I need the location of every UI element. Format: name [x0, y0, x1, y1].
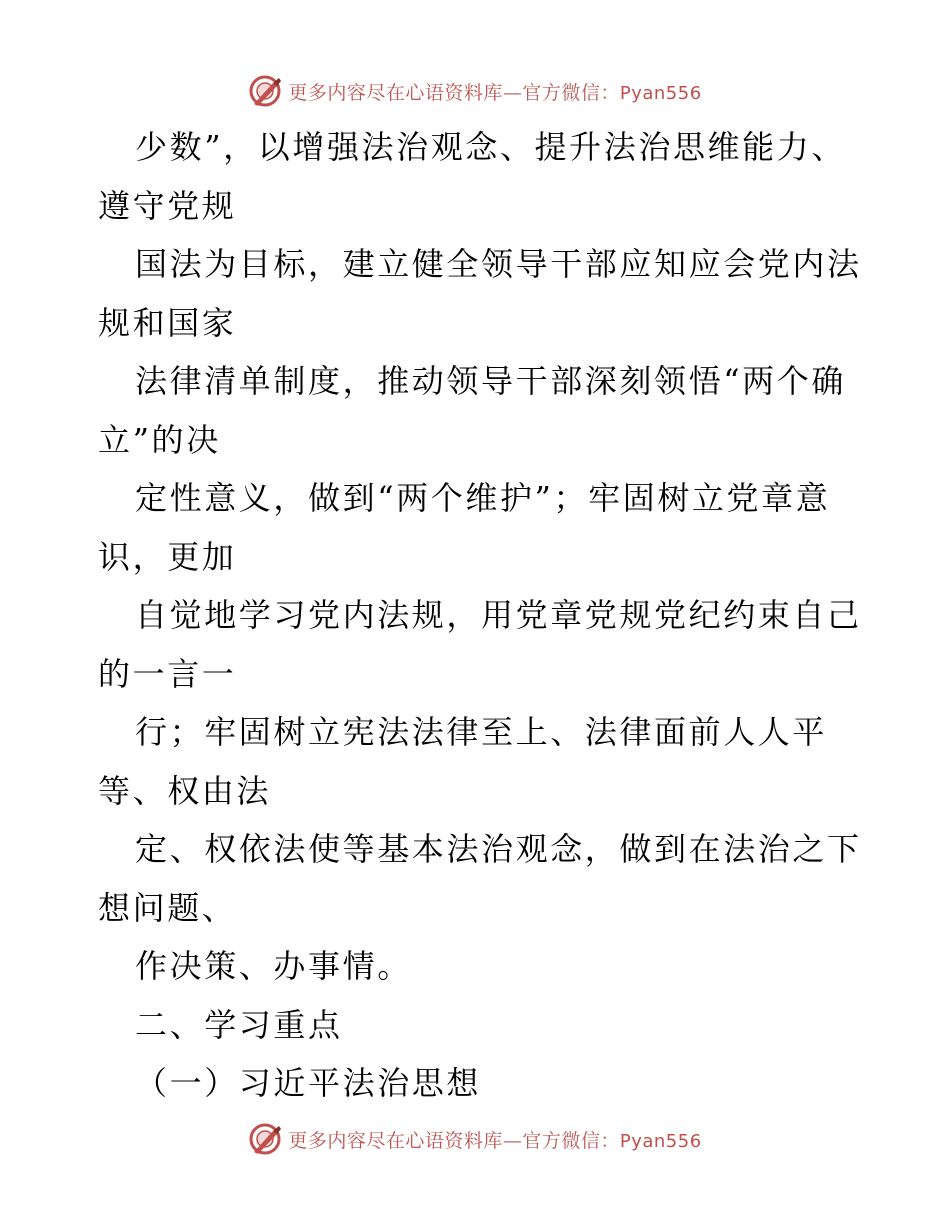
header-promo: [288, 78, 701, 105]
footer-promo: [288, 1126, 701, 1153]
text-line: 二、学习重点: [135, 1005, 343, 1044]
text-line: 的一言一: [98, 654, 237, 693]
header-wechat-account: Pyan556: [619, 82, 702, 104]
text-line: （一）习近平法治思想: [135, 1064, 482, 1102]
text-line: 少数”，以增强法治观念、提升法治思维能力、: [135, 128, 846, 166]
pen-logo-icon: [248, 74, 282, 108]
text-line: 识，更加: [98, 537, 237, 576]
text-line: 法律清单制度，推动领导干部深刻领悟“两个确: [135, 362, 846, 400]
text-line: 国法为目标，建立健全领导干部应知应会党内法: [135, 245, 862, 283]
footer-banner: [0, 1119, 950, 1159]
text-line: 作决策、办事情。: [135, 947, 412, 985]
footer-wechat-label: 官方微信：: [522, 1129, 620, 1152]
header-wechat-label: 官方微信：: [522, 81, 620, 104]
text-line: 立”的决: [98, 420, 221, 459]
text-line: 定、权依法使等基本法治观念，做到在法治之下: [135, 830, 862, 868]
header-promo-text: 更多内容尽在心语资料库: [288, 81, 503, 104]
text-line: 遵守党规: [98, 186, 237, 225]
text-line: 规和国家: [98, 303, 237, 342]
text-line: 想问题、: [98, 888, 237, 927]
header-banner: [0, 71, 950, 111]
footer-wechat-account: Pyan556: [619, 1130, 702, 1152]
text-line: 行；牢固树立宪法法律至上、法律面前人人平: [135, 713, 828, 751]
footer-promo-text: 更多内容尽在心语资料库: [288, 1129, 503, 1152]
text-line: 等、权由法: [98, 771, 272, 810]
footer-separator: —: [502, 1129, 523, 1152]
pen-logo-icon: [248, 1122, 282, 1156]
header-separator: —: [502, 81, 523, 104]
text-line: 定性意义，做到“两个维护”；牢固树立党章意: [135, 479, 831, 517]
text-line: 自觉地学习党内法规，用党章党规党纪约束自己: [135, 596, 862, 634]
document-body: [98, 118, 862, 1113]
